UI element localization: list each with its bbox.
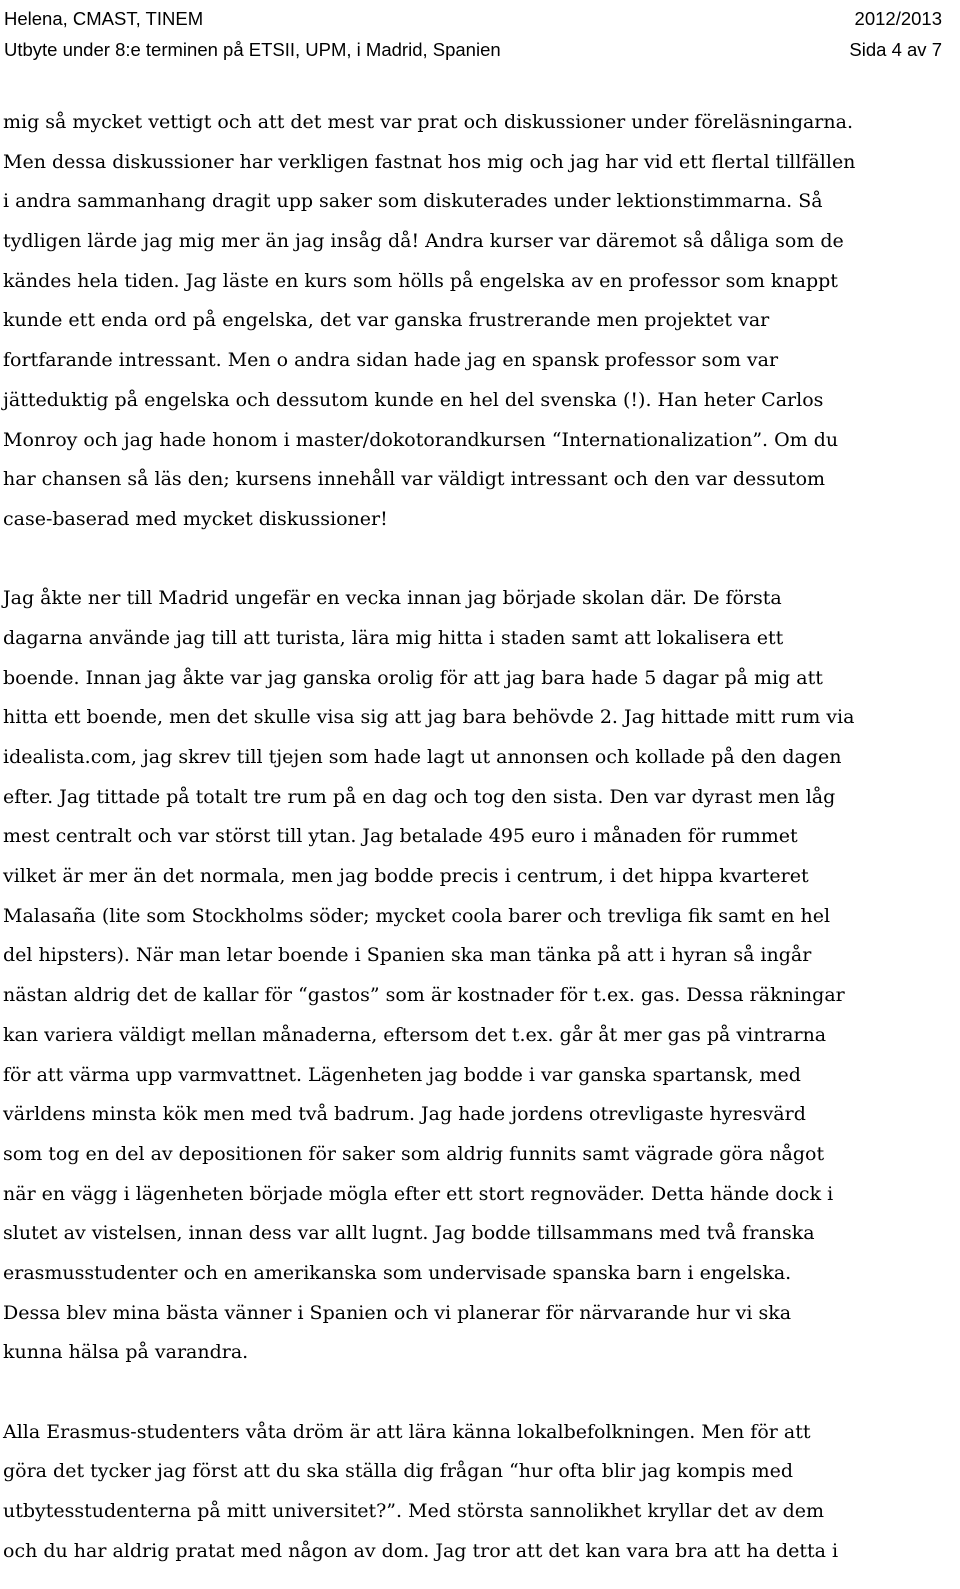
text-line: tydligen lärde jag mig mer än jag insåg då! Andra kurser var däremot så dåliga som de	[3, 230, 844, 253]
text-line: Alla Erasmus-studenters våta dröm är att lära känna lokalbefolkningen. Men för att	[3, 1420, 811, 1443]
page-header	[4, 3, 942, 65]
text-line: nästan aldrig det de kallar för “gastos” som är kostnader för t.ex. gas. Dessa räkningar	[3, 984, 845, 1007]
header-year: 2012/2013	[854, 8, 942, 29]
text-line: kan variera väldigt mellan månaderna, eftersom det t.ex. går åt mer gas på vintrarna	[3, 1023, 827, 1046]
text-line: och du har aldrig pratat med någon av dom. Jag tror att det kan vara bra att ha detta i	[3, 1539, 839, 1562]
header-page-number: Sida 4 av 7	[849, 39, 942, 60]
text-line: mig så mycket vettigt och att det mest var prat och diskussioner under föreläsningarna.	[3, 111, 853, 133]
text-line: efter. Jag tittade på totalt tre rum på en dag och tog den sista. Den var dyrast men låg	[3, 785, 836, 808]
text-line: kunna hälsa på varandra.	[3, 1341, 249, 1364]
header-row-top	[4, 3, 942, 34]
paragraph	[3, 103, 945, 540]
paragraph	[3, 1413, 945, 1572]
text-line: jätteduktig på engelska och dessutom kunde en hel del svenska (!). Han heter Carlos	[3, 388, 824, 411]
text-line: idealista.com, jag skrev till tjejen som hade lagt ut annonsen och kollade på den dagen	[3, 746, 842, 768]
text-line: Men dessa diskussioner har verkligen fastnat hos mig och jag har vid ett flertal tillfällen	[3, 150, 856, 173]
text-line: utbytesstudenterna på mitt universitet?”. Med största sannolikhet kryllar det av dem	[3, 1500, 825, 1523]
text-line: hitta ett boende, men det skulle visa sig att jag bara behövde 2. Jag hittade mitt rum via	[3, 706, 855, 729]
text-line: slutet av vistelsen, innan dess var allt lugnt. Jag bodde tillsammans med två franska	[3, 1222, 815, 1245]
text-line: del hipsters). När man letar boende i Spanien ska man tänka på att i hyran så ingår	[3, 944, 812, 967]
text-line: Dessa blev mina bästa vänner i Spanien och vi planerar för närvarande hur vi ska	[3, 1301, 792, 1324]
text-line: case-baserad med mycket diskussioner!	[3, 507, 388, 530]
text-line: kunde ett enda ord på engelska, det var ganska frustrerande men projektet var	[3, 309, 770, 332]
text-line: erasmusstudenter och en amerikanska som undervisade spanska barn i engelska.	[3, 1261, 792, 1284]
text-line: har chansen så läs den; kursens innehåll var väldigt intressant och den var dessutom	[3, 468, 826, 491]
text-line: Monroy och jag hade honom i master/dokotorandkursen “Internationalization”. Om du	[3, 428, 839, 451]
paragraph-gap	[3, 540, 945, 580]
text-line: vilket är mer än det normala, men jag bodde precis i centrum, i det hippa kvarteret	[3, 865, 809, 888]
text-line: dagarna använde jag till att turista, lära mig hitta i staden samt att lokalisera ett	[3, 626, 784, 649]
body-text	[3, 103, 945, 1571]
text-line: kändes hela tiden. Jag läste en kurs som hölls på engelska av en professor som knappt	[3, 269, 838, 292]
paragraph-gap	[3, 1373, 945, 1413]
text-line: Jag åkte ner till Madrid ungefär en vecka innan jag började skolan där. De första	[3, 587, 782, 610]
text-line: fortfarande intressant. Men o andra sidan hade jag en spansk professor som var	[3, 349, 779, 372]
text-line: som tog en del av depositionen för saker som aldrig funnits samt vägrade göra något	[3, 1142, 825, 1165]
header-subtitle: Utbyte under 8:e terminen på ETSII, UPM, i Madrid, Spanien	[4, 39, 501, 60]
text-line: när en vägg i lägenheten började mögla efter ett stort regnoväder. Detta hände dock i	[3, 1182, 834, 1205]
text-line: Malasaña (lite som Stockholms söder; mycket coola barer och trevliga fik samt en hel	[3, 904, 831, 927]
paragraph	[3, 579, 945, 1373]
text-line: boende. Innan jag åkte var jag ganska orolig för att jag bara hade 5 dagar på mig att	[3, 666, 823, 689]
header-row-bottom	[4, 34, 942, 65]
text-line: världens minsta kök men med två badrum. Jag hade jordens otrevligaste hyresvärd	[3, 1103, 806, 1126]
header-author: Helena, CMAST, TINEM	[4, 8, 204, 29]
text-line: för att värma upp varmvattnet. Lägenheten jag bodde i var ganska spartansk, med	[3, 1063, 801, 1086]
text-line: mest centralt och var störst till ytan. Jag betalade 495 euro i månaden för rummet	[3, 825, 798, 848]
text-line: i andra sammanhang dragit upp saker som diskuterades under lektionstimmarna. Så	[3, 190, 823, 213]
text-line: göra det tycker jag först att du ska ställa dig frågan “hur ofta blir jag kompis med	[3, 1460, 794, 1483]
